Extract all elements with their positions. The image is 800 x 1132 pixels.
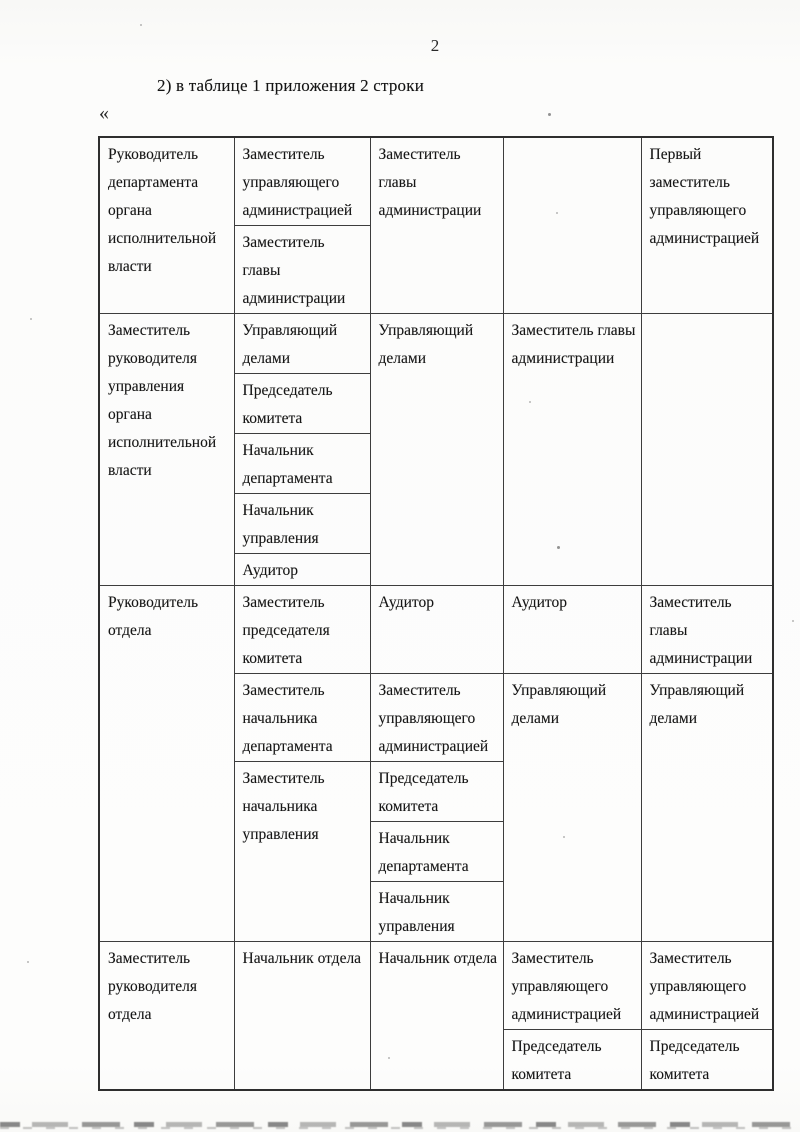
table-cell: Заместитель председателя комитета [234, 586, 370, 674]
scan-speck [388, 1057, 390, 1059]
table-cell-empty [503, 137, 641, 314]
scan-speck [792, 620, 794, 622]
table-cell: Председатель комитета [370, 762, 503, 822]
scan-speck [27, 961, 29, 963]
table-cell: Председатель комитета [641, 1030, 773, 1091]
table-cell: Начальник департамента [234, 434, 370, 494]
table-cell: Заместитель главы администрации [234, 226, 370, 314]
table-cell: Управляющий делами [234, 314, 370, 374]
table-cell: Первый заместитель управляющего администрацией [641, 137, 773, 314]
table-cell: Заместитель управляющего администрацией [234, 137, 370, 226]
table-cell: Председатель комитета [234, 374, 370, 434]
table-cell: Председатель комитета [503, 1030, 641, 1091]
table-cell: Заместитель начальника департамента [234, 674, 370, 762]
appendix-table [98, 136, 774, 1091]
table-cell: Заместитель руководителя отдела [99, 942, 234, 1091]
page-number: 2 [430, 36, 440, 55]
table-cell: Заместитель управляющего администрацией [503, 942, 641, 1030]
scan-edge-artifact [0, 1127, 800, 1129]
table-cell: Управляющий делами [370, 314, 503, 586]
table-cell: Начальник отдела [370, 942, 503, 1091]
table-cell: Заместитель главы администрации [503, 314, 641, 586]
table-cell: Управляющий делами [641, 674, 773, 942]
table-cell: Управляющий делами [503, 674, 641, 942]
scan-speck [30, 318, 32, 320]
scan-speck [557, 546, 560, 549]
scan-speck [548, 113, 551, 116]
table-cell: Начальник управления [370, 882, 503, 942]
intro-text: 2) в таблице 1 приложения 2 строки [157, 76, 424, 95]
table-cell: Заместитель руководителя управления органа исполнительной власти [99, 314, 234, 586]
table-cell: Аудитор [234, 554, 370, 586]
table-cell: Начальник отдела [234, 942, 370, 1091]
table-cell-empty [641, 314, 773, 586]
scan-speck [563, 836, 565, 838]
table-cell: Начальник департамента [370, 822, 503, 882]
scan-speck [556, 212, 558, 214]
scan-speck [140, 24, 142, 26]
table-cell: Заместитель начальника управления [234, 762, 370, 942]
table-cell: Начальник управления [234, 494, 370, 554]
table-cell: Руководитель департамента органа исполнительной власти [99, 137, 234, 314]
scan-speck [529, 401, 531, 403]
table-cell: Аудитор [503, 586, 641, 674]
table-cell: Заместитель главы администрации [641, 586, 773, 674]
table-cell: Заместитель управляющего администрацией [641, 942, 773, 1030]
table-cell: Заместитель управляющего администрацией [370, 674, 503, 762]
table-cell: Заместитель главы администрации [370, 137, 503, 314]
table-cell: Руководитель отдела [99, 586, 234, 942]
opening-quote-mark: « [99, 102, 109, 124]
table-cell: Аудитор [370, 586, 503, 674]
